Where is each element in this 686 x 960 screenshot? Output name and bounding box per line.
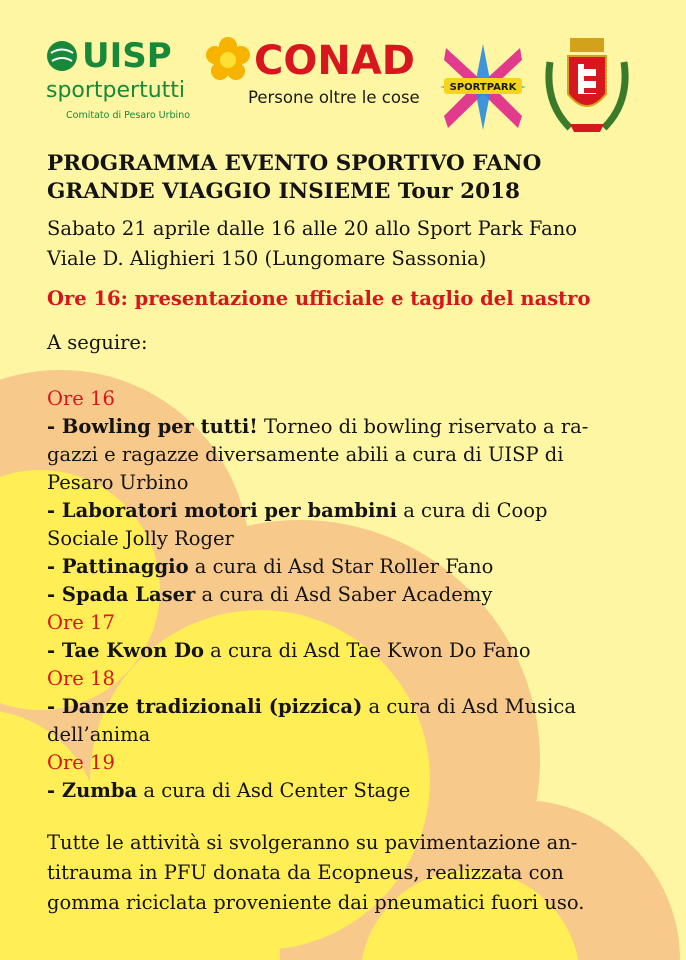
event-title — [47, 150, 647, 206]
hour-18: Ore 18 — [47, 667, 115, 690]
activity-taekwondo-title: - Tae Kwon Do — [47, 639, 204, 662]
city-crest-icon — [540, 32, 634, 136]
uisp-committee: Comitato di Pesaro Urbino — [66, 110, 191, 121]
uisp-logo — [44, 36, 194, 136]
activity-danze-title: - Danze tradizionali (pizzica) — [47, 695, 363, 718]
uisp-name: UISP — [82, 36, 172, 76]
program-schedule — [47, 385, 647, 805]
opening-ceremony: Ore 16: presentazione ufficiale e taglio del nastro — [47, 287, 591, 310]
activity-pattinaggio-title: - Pattinaggio — [47, 555, 189, 578]
activity-zumba-desc: a cura di Asd Center Stage — [137, 779, 411, 802]
activity-danze-desc-1: a cura di Asd Musica — [362, 695, 576, 718]
conad-name: CONAD — [254, 38, 415, 84]
sportpark-logo-icon — [438, 42, 528, 132]
activity-danze-desc-2: dell’anima — [47, 723, 151, 746]
conad-flower-icon — [204, 36, 252, 84]
activity-bowling-desc-2: gazzi e ragazze diversamente abili a cura di UISP di — [47, 443, 564, 466]
activity-laboratori-desc-2: Sociale Jolly Roger — [47, 527, 234, 550]
activity-zumba-title: - Zumba — [47, 779, 138, 802]
activity-bowling-desc-3: Pesaro Urbino — [47, 471, 189, 494]
event-content — [47, 150, 647, 938]
activity-spada-desc: a cura di Asd Saber Academy — [195, 583, 493, 606]
activity-bowling — [47, 413, 647, 497]
activity-spada — [47, 581, 647, 609]
hour-16: Ore 16 — [47, 387, 115, 410]
activity-zumba — [47, 777, 647, 805]
footer-note — [47, 828, 647, 918]
activity-laboratori-desc-1: a cura di Coop — [397, 499, 548, 522]
event-info — [47, 214, 647, 274]
info-date: Sabato 21 aprile dalle 16 alle 20 allo Sport Park Fano — [47, 217, 578, 240]
activity-bowling-desc-1: Torneo di bowling riservato a ra- — [257, 415, 589, 438]
info-address: Viale D. Alighieri 150 (Lungomare Sassonia) — [47, 247, 487, 270]
activity-danze — [47, 693, 647, 749]
hour-19: Ore 19 — [47, 751, 115, 774]
footer-line-2: titrauma in PFU donata da Ecopneus, realizzata con — [47, 861, 564, 884]
activity-taekwondo-desc: a cura di Asd Tae Kwon Do Fano — [203, 639, 531, 662]
activity-pattinaggio — [47, 553, 647, 581]
activity-spada-title: - Spada Laser — [47, 583, 196, 606]
activity-laboratori — [47, 497, 647, 553]
hour-17: Ore 17 — [47, 611, 115, 634]
footer-line-3: gomma riciclata proveniente dai pneumatici fuori uso. — [47, 891, 585, 914]
activity-laboratori-title: - Laboratori motori per bambini — [47, 499, 398, 522]
title-line-1: PROGRAMMA EVENTO SPORTIVO FANO — [47, 151, 542, 176]
conad-tagline: Persone oltre le cose — [248, 88, 420, 107]
activity-bowling-title: - Bowling per tutti! — [47, 415, 258, 438]
sportpark-name: SPORTPARK — [449, 82, 517, 93]
footer-line-1: Tutte le attività si svolgeranno su pavimentazione an- — [47, 831, 578, 854]
conad-logo — [204, 36, 424, 126]
title-line-2: GRANDE VIAGGIO INSIEME Tour 2018 — [47, 179, 520, 204]
uisp-subtitle: sportpertutti — [46, 78, 186, 103]
a-seguire-label: A seguire: — [47, 331, 148, 354]
uisp-globe-icon — [46, 40, 78, 72]
activity-taekwondo — [47, 637, 647, 665]
logo-bar — [0, 18, 686, 128]
activity-pattinaggio-desc: a cura di Asd Star Roller Fano — [188, 555, 494, 578]
